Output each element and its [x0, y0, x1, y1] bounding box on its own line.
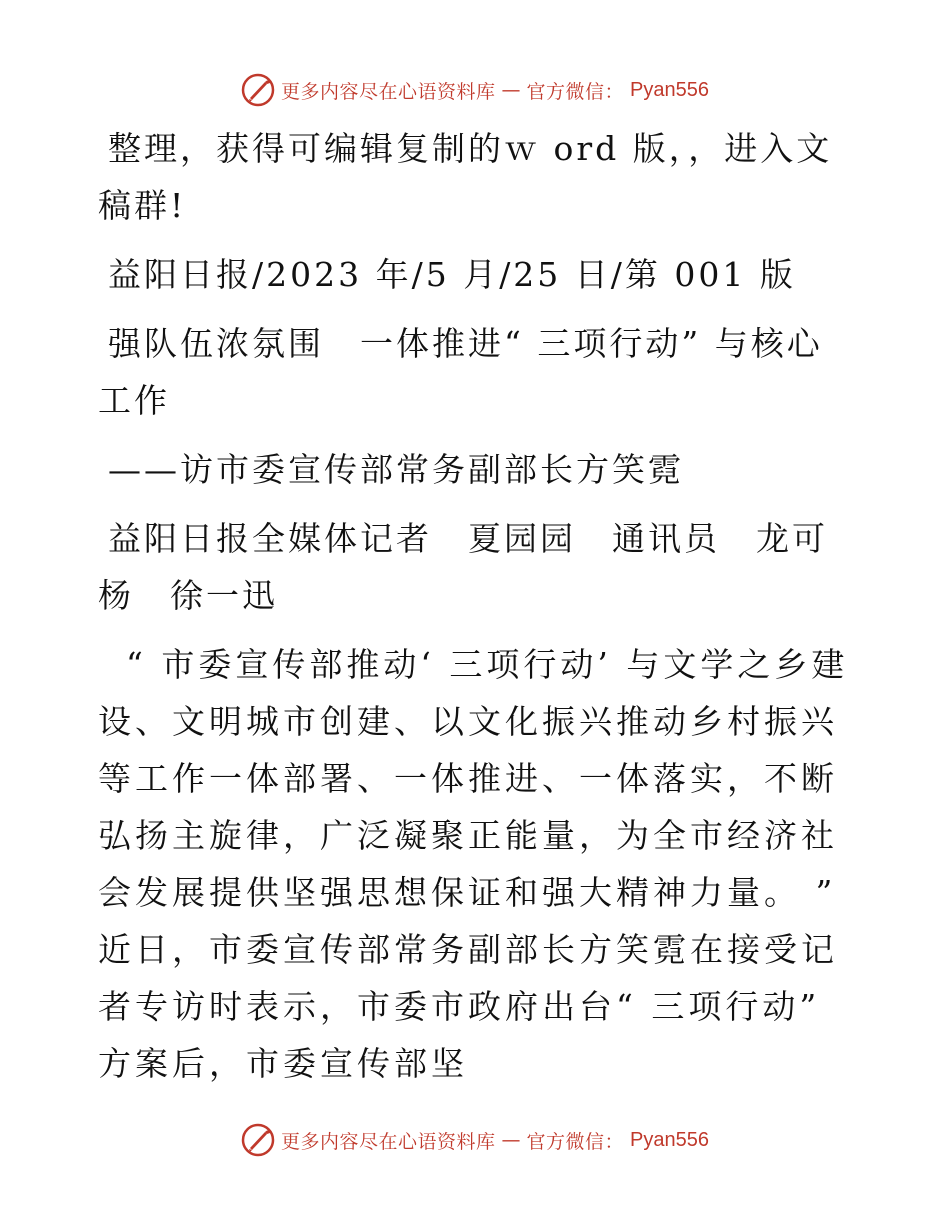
- banner-dash: —: [501, 79, 521, 101]
- banner-dash: —: [501, 1129, 521, 1151]
- quill-logo-icon: [241, 1123, 275, 1157]
- banner-title: 更多内容尽在心语资料库: [281, 80, 496, 103]
- quill-logo-icon: [241, 73, 275, 107]
- source-line: 益阳日报/2023 年/5 月/25 日/第 001 版: [108, 255, 796, 294]
- banner-wechat-id: Pyan556: [630, 1128, 709, 1151]
- document-body: [98, 120, 852, 1104]
- banner-wechat-label: 官方微信：: [526, 80, 625, 103]
- article-headline: 强队伍浓氛围 一体推进“ 三项行动” 与核心工作: [98, 324, 823, 420]
- article-subheadline: ——访市委宣传部常务副部长方笑霓: [108, 450, 684, 489]
- article-byline: 益阳日报全媒体记者 夏园园 通讯员 龙可杨 徐一迅: [98, 519, 828, 615]
- banner-wechat-label: 官方微信：: [526, 1130, 625, 1153]
- article-paragraph: “ 市委宣传部推动‘ 三项行动’ 与文学之乡建设、文明城市创建、以文化振兴推动乡村振兴等工作一体部署、一体推进、一体落实，不断弘扬主旋律，广泛凝聚正能量，为全市经济社会发展提供坚强思想保证和强大精神力量。 ” 近日，市委宣传部常务副部长方笑霓在接受记者专访时表示，市委市政府出台“ 三项行动” 方案后，市委宣传部坚: [98, 645, 849, 1083]
- intro-line: 整理，获得可编辑复制的ｗ ord 版，，进入文稿群!: [98, 129, 833, 225]
- banner-title: 更多内容尽在心语资料库: [281, 1130, 496, 1153]
- banner-wechat-id: Pyan556: [630, 78, 709, 101]
- footer-banner: [0, 1120, 950, 1160]
- header-banner: [0, 70, 950, 110]
